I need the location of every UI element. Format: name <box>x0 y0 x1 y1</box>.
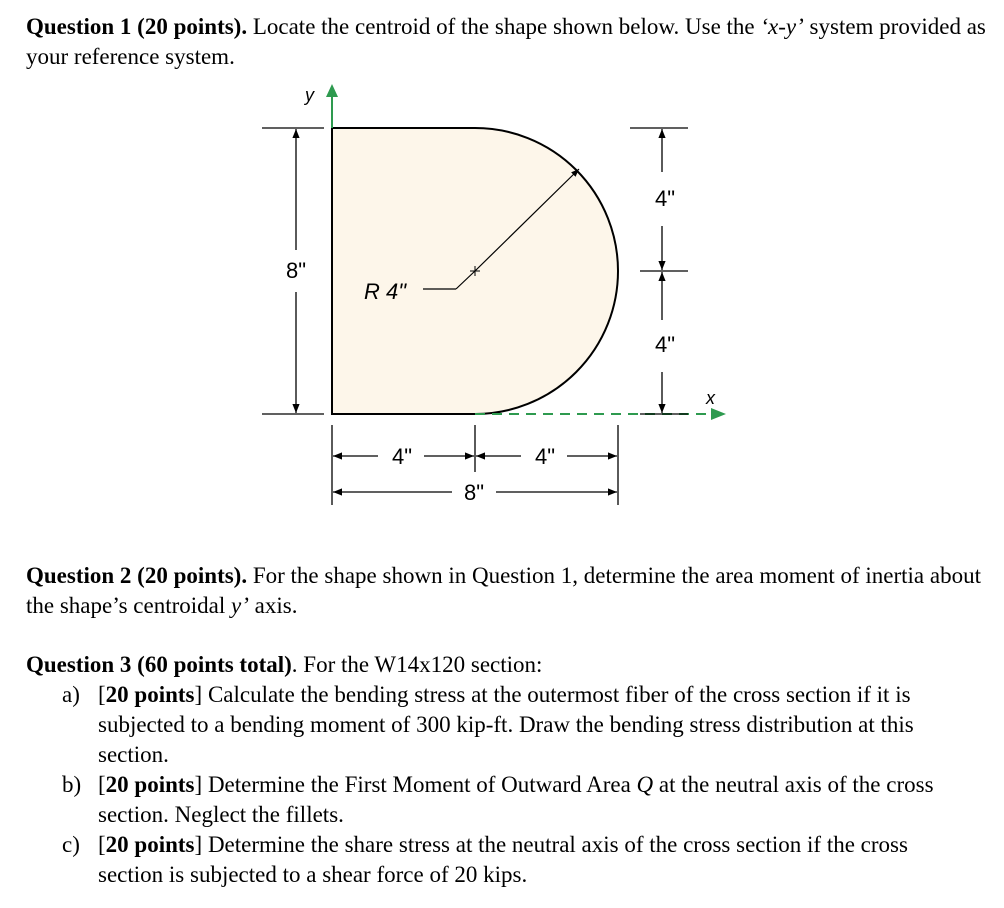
part-b-text-b: at the neutral axis of the cross section. Neglect the fillets. <box>98 772 934 827</box>
question-2 <box>26 561 986 621</box>
x-axis-arrowhead <box>711 408 726 420</box>
part-b-text-a: Determine the First Moment of Outward Area <box>202 772 637 797</box>
question-1-heading: Question 1 (20 points). <box>26 14 248 39</box>
question-1-axes-label: ‘x-y’ <box>760 14 804 39</box>
part-c-marker: c) <box>62 832 80 857</box>
x-axis-label: x <box>706 388 715 408</box>
bottom-total-dimension: 8" <box>463 480 485 505</box>
question-3-text: . For the W14x120 section: <box>291 652 543 677</box>
part-b-points: 20 points <box>105 772 195 797</box>
question-2-heading: Question 2 (20 points). <box>26 563 248 588</box>
question-3-part-b: b) [20 points] Determine the First Moment of Outward Area Q at the neutral axis of the cross section. Neglect the fillets. <box>62 772 934 827</box>
question-3-part-a: a) [20 points] Calculate the bending stress at the outermost fiber of the cross section if it is subjected to a bending moment of 300 kip-ft. Draw the bending stress distribution at this section. <box>62 682 914 767</box>
lower-right-dimension: 4" <box>654 332 676 357</box>
upper-right-dimension: 4" <box>654 186 676 211</box>
y-axis-arrowhead <box>326 84 338 97</box>
question-3-part-c: c) [20 points] Determine the share stress at the neutral axis of the cross section if the cross section is subjected to a shear force of 20 kips. <box>62 832 908 887</box>
part-a-points: 20 points <box>105 682 195 707</box>
height-dimension: 8" <box>285 258 307 283</box>
question-3-heading: Question 3 (60 points total) <box>26 652 292 677</box>
part-b-q-symbol: Q <box>636 772 654 797</box>
centroid-figure <box>250 80 750 520</box>
question-1-text-a: Locate the centroid of the shape shown below. Use the <box>247 14 761 39</box>
question-2-axis: y’ <box>231 593 249 618</box>
part-a-text: Calculate the bending stress at the outermost fiber of the cross section if it is subjected to a bending moment of 300 kip-ft. Draw the bending stress distribution at this section. <box>98 682 914 767</box>
bottom-left-dimension: 4" <box>391 444 413 469</box>
y-axis-label: y <box>305 85 314 105</box>
question-3 <box>26 650 986 680</box>
question-2-text-b: axis. <box>248 593 298 618</box>
question-2-text-a: For the shape shown in Question 1, determine the area moment of inertia about the shape’s centroidal <box>26 563 981 618</box>
question-1 <box>26 12 986 72</box>
part-c-text: Determine the share stress at the neutral axis of the cross section if the cross section is subjected to a shear force of 20 kips. <box>98 832 908 887</box>
part-c-points: 20 points <box>105 832 195 857</box>
part-b-marker: b) <box>62 772 82 797</box>
question-1-text-b: system provided as your reference system. <box>26 14 986 69</box>
question-3-parts <box>62 680 962 890</box>
bottom-mid-dimension: 4" <box>534 444 556 469</box>
part-a-marker: a) <box>62 682 80 707</box>
radius-label: R 4" <box>364 279 407 304</box>
